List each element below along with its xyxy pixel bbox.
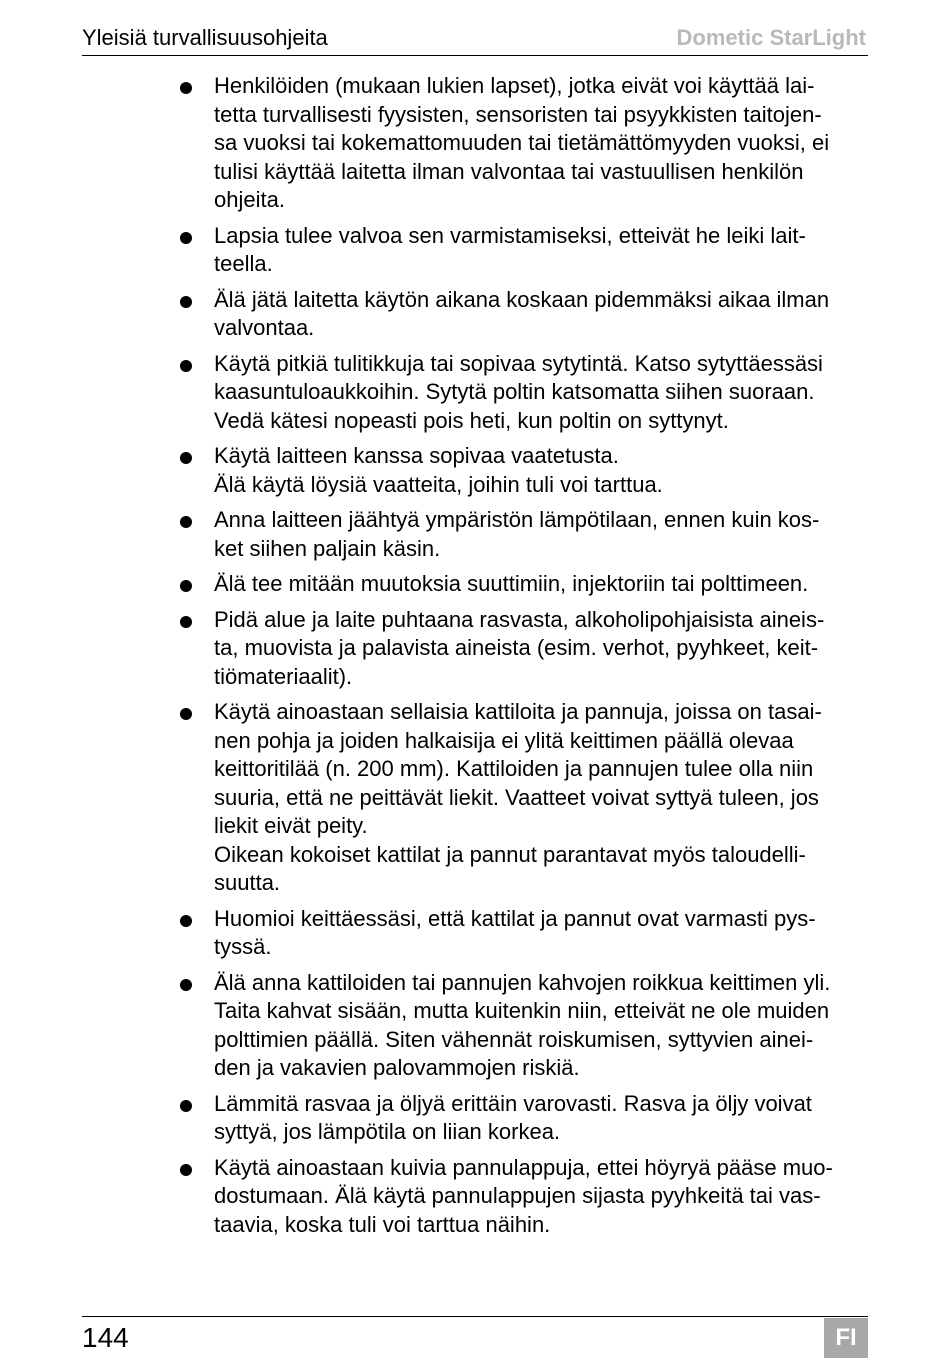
bullet-text-line: taavia, koska tuli voi tarttua näihin. (214, 1211, 551, 1237)
list-item (0, 570, 866, 599)
list-item (0, 442, 866, 499)
header-divider (82, 55, 868, 56)
bullet-dot-icon (180, 1164, 192, 1176)
page-number: 144 (82, 1322, 129, 1353)
bullet-text-line: Älä käytä löysiä vaatteita, joihin tuli voi tarttua. (214, 471, 663, 497)
list-item (0, 698, 866, 898)
list-item (0, 1090, 866, 1147)
bullet-text-line: sa vuoksi tai kokemattomuuden tai tietämättömyyden vuoksi, ei (214, 130, 830, 155)
bullet-text-line: kaasuntuloaukkoihin. Sytytä poltin katsomatta siihen suoraan. (214, 379, 815, 404)
bullet-dot-icon (180, 915, 192, 927)
bullet-text-line: den ja vakavien palovammojen riskiä. (214, 1055, 580, 1080)
bullet-text-line: keittoritilää (n. 200 mm). Kattiloiden ja pannujen tulee olla niin (214, 756, 814, 781)
bullet-text-line: Oikean kokoiset kattilat ja pannut parantavat myös taloudelli- (214, 841, 806, 867)
bullet-text-line: Älä tee mitään muutoksia suuttimiin, injektoriin tai polttimeen. (214, 571, 809, 596)
bullet-text-line: ta, muovista ja palavista aineista (esim. verhot, pyyhkeet, keit- (214, 635, 819, 660)
bullet-text-line: Henkilöiden (mukaan lukien lapset), jotka eivät voi käyttää lai- (214, 73, 815, 98)
bullet-text-line: ohjeita. (214, 187, 285, 212)
list-item (0, 969, 866, 1083)
bullet-text-line: tiömateriaalit). (214, 663, 353, 689)
bullet-dot-icon (180, 580, 192, 592)
bullet-text-line: polttimien päällä. Siten vähennät roiskumisen, syttyvien ainei- (214, 1026, 814, 1052)
bullet-text-line: liekit eivät peity. (214, 813, 368, 838)
bullet-text-line: syttyä, jos lämpötila on liian korkea. (214, 1119, 561, 1144)
bullet-text-line: Pidä alue ja laite puhtaana rasvasta, alkoholipohjaisista aineis- (214, 606, 825, 632)
product-name: Dometic StarLight (676, 25, 866, 50)
bullet-dot-icon (180, 296, 192, 308)
safety-instructions-list (0, 72, 950, 1246)
list-item (0, 350, 866, 436)
bullet-dot-icon (180, 360, 192, 372)
list-item (0, 1154, 866, 1240)
bullet-text-line: nen pohja ja joiden halkaisija ei ylitä keittimen päällä olevaa (214, 727, 794, 753)
bullet-text-line: Huomioi keittäessäsi, että kattilat ja pannut ovat varmasti pys- (214, 905, 816, 931)
language-badge: FI (824, 1318, 868, 1358)
list-item (0, 286, 866, 343)
bullet-text-line: tetta turvallisesti fyysisten, sensoristen tai psyykkisten taitojen- (214, 101, 822, 127)
bullet-text-line: Käytä pitkiä tulitikkuja tai sopivaa sytytintä. Katso sytyttäessäsi (214, 350, 823, 376)
bullet-dot-icon (180, 616, 192, 628)
bullet-text-line: Taita kahvat sisään, mutta kuitenkin niin, etteivät ne ole muiden (214, 998, 830, 1023)
list-item (0, 506, 866, 563)
list-item (0, 606, 866, 692)
bullet-text-line: Lapsia tulee valvoa sen varmistamiseksi, etteivät he leiki lait- (214, 222, 806, 248)
bullet-text-line: Lämmitä rasvaa ja öljyä erittäin varovasti. Rasva ja öljy voivat (214, 1090, 812, 1116)
list-item (0, 222, 866, 279)
bullet-text-line: Käytä ainoastaan sellaisia kattiloita ja pannuja, joissa on tasai- (214, 699, 822, 724)
bullet-text-line: Älä jätä laitetta käytön aikana koskaan pidemmäksi aikaa ilman (214, 286, 830, 312)
footer-divider (82, 1316, 868, 1317)
bullet-dot-icon (180, 516, 192, 528)
bullet-dot-icon (180, 452, 192, 464)
bullet-text-line: valvontaa. (214, 315, 315, 340)
bullet-text-line: teella. (214, 251, 273, 276)
bullet-text-line: Käytä laitteen kanssa sopivaa vaatetusta. (214, 443, 619, 468)
bullet-text-line: tyssä. (214, 934, 272, 959)
bullet-dot-icon (180, 1100, 192, 1112)
bullet-dot-icon (180, 232, 192, 244)
bullet-text-line: ket siihen paljain käsin. (214, 535, 441, 561)
bullet-text-line: Älä anna kattiloiden tai pannujen kahvojen roikkua keittimen yli. (214, 969, 831, 995)
bullet-text-line: Anna laitteen jäähtyä ympäristön lämpötilaan, ennen kuin kos- (214, 507, 820, 532)
bullet-text-line: suuria, että ne peittävät liekit. Vaatteet voivat syttyä tuleen, jos (214, 784, 819, 810)
bullet-text-line: Käytä ainoastaan kuivia pannulappuja, ettei höyryä pääse muo- (214, 1154, 833, 1180)
bullet-text-line: Vedä kätesi nopeasti pois heti, kun poltin on syttynyt. (214, 407, 729, 433)
bullet-dot-icon (180, 708, 192, 720)
bullet-text-line: dostumaan. Älä käytä pannulappujen sijasta pyyhkeitä tai vas- (214, 1183, 821, 1208)
section-title: Yleisiä turvallisuusohjeita (82, 25, 328, 50)
list-item (0, 905, 866, 962)
bullet-dot-icon (180, 82, 192, 94)
bullet-text-line: suutta. (214, 870, 281, 895)
list-item (0, 72, 866, 215)
bullet-text-line: tulisi käyttää laitetta ilman valvontaa tai vastuullisen henkilön (214, 158, 804, 184)
bullet-dot-icon (180, 979, 192, 991)
